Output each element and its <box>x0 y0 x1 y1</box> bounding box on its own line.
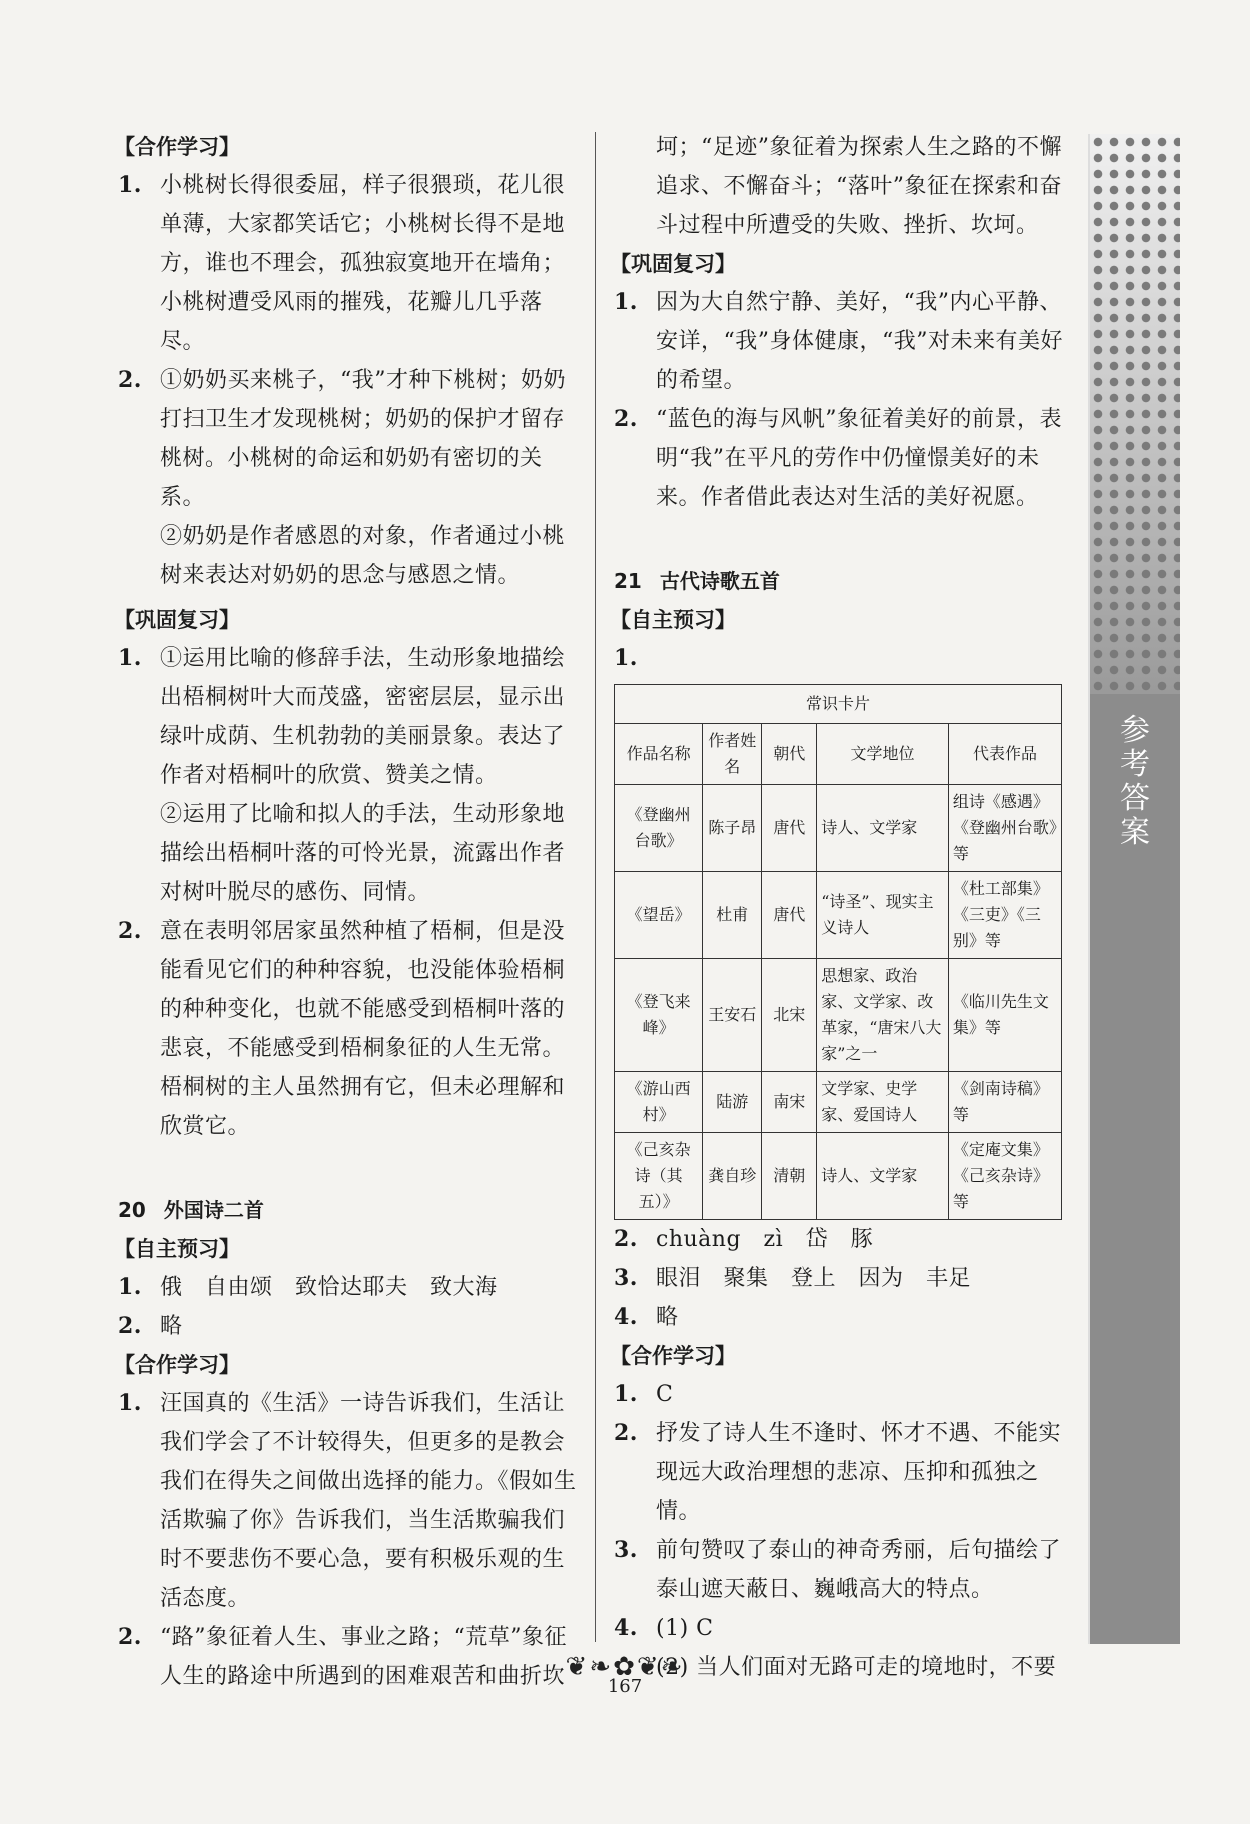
table-cell: 《临川先生文集》等 <box>948 959 1061 1072</box>
answer-text: (2) 当人们面对无路可走的境地时，不要 <box>656 1655 1057 1680</box>
answer-text: ①奶奶买来桃子，“我”才种下桃树；奶奶打扫卫生才发现桃树；奶奶的保护才留存桃树。小桃树的命运和奶奶有密切的关系。 <box>160 368 566 510</box>
answer-item <box>614 283 1072 400</box>
item-number: 1. <box>118 1390 142 1416</box>
answer-text: C <box>656 1382 674 1407</box>
item-number: 2. <box>614 406 638 432</box>
table-cell: 《杜工部集》《三吏》《三别》等 <box>948 872 1061 959</box>
table-cell: 龚自珍 <box>703 1133 762 1220</box>
table-cell: 唐代 <box>762 872 817 959</box>
answer-list <box>118 1384 580 1696</box>
table-header-cell: 文学地位 <box>817 724 949 785</box>
continued-answer <box>614 128 1072 245</box>
item-number: 1. <box>614 1381 638 1407</box>
answer-text: 眼泪 聚集 登上 因为 丰足 <box>656 1266 972 1291</box>
answer-text: 前句赞叹了泰山的神奇秀丽，后句描绘了泰山遮天蔽日、巍峨高大的特点。 <box>656 1538 1062 1602</box>
answer-text: 因为大自然宁静、美好，“我”内心平静、安详，“我”身体健康，“我”对未来有美好的希望。 <box>656 290 1063 393</box>
item-number: 2. <box>118 1624 142 1650</box>
table-cell: 《登幽州台歌》 <box>615 785 703 872</box>
answer-text: 意在表明邻居家虽然种植了梧桐，但是没能看见它们的种种容貌，也没能体验梧桐的种种变化，也就不能感受到梧桐叶落的悲哀，不能感受到梧桐象征的人生无常。梧桐树的主人虽然拥有它，但未必理解和欣赏它。 <box>160 919 566 1139</box>
halftone-decoration <box>1090 134 1180 694</box>
table-cell: 南宋 <box>762 1072 817 1133</box>
item-number: 2. <box>118 918 142 944</box>
lesson-number: 20 <box>118 1198 146 1222</box>
item-number: 1. <box>118 172 142 198</box>
answer-item <box>614 1375 1072 1414</box>
table-cell: 《定庵文集》《己亥杂诗》等 <box>948 1133 1061 1220</box>
answer-item <box>614 1414 1072 1531</box>
answer-item <box>614 1298 1072 1337</box>
item-number: 1. <box>118 1274 142 1300</box>
left-column <box>114 128 580 1696</box>
answer-item <box>118 361 580 595</box>
answer-text: 汪国真的《生活》一诗告诉我们，生活让我们学会了不计较得失，但更多的是教会我们在得失之间做出选择的能力。《假如生活欺骗了你》告诉我们，当生活欺骗我们时不要悲伤不要心急，要有积极乐观的生活态度。 <box>160 1391 577 1611</box>
lesson-title <box>614 561 1072 601</box>
answer-list <box>614 1375 1072 1687</box>
table-cell: 清朝 <box>762 1133 817 1220</box>
item-number: 3. <box>614 1265 638 1291</box>
table-row <box>615 1133 1062 1220</box>
answer-item <box>118 1384 580 1618</box>
answer-item <box>614 1220 1072 1259</box>
table-header-row <box>615 724 1062 785</box>
lesson-number: 21 <box>614 569 642 593</box>
item-number: 2. <box>614 1226 638 1252</box>
table-cell: 《登飞来峰》 <box>615 959 703 1072</box>
answer-text: ②奶奶是作者感恩的对象，作者通过小桃树来表达对奶奶的思念与感恩之情。 <box>160 524 566 588</box>
answer-text: (1) C <box>656 1616 714 1641</box>
table-cell: 思想家、政治家、文学家、改革家，“唐宋八大家”之一 <box>817 959 949 1072</box>
answer-text: “蓝色的海与风帆”象征着美好的前景，表明“我”在平凡的劳作中仍憧憬美好的未来。作者借此表达对生活的美好祝愿。 <box>656 407 1062 510</box>
side-tab-label <box>1090 714 1180 850</box>
section-heading: 【巩固复习】 <box>610 252 736 276</box>
answer-item <box>118 1268 580 1307</box>
answer-text: 略 <box>656 1305 679 1330</box>
item-number: 4. <box>614 1304 638 1330</box>
table-header-cell: 作者姓名 <box>703 724 762 785</box>
answer-key-side-tab <box>1088 134 1180 1644</box>
answer-item <box>614 400 1072 517</box>
lesson-name: 古代诗歌五首 <box>659 569 780 593</box>
answer-list <box>614 1220 1072 1337</box>
answer-list <box>118 639 580 1146</box>
answer-item <box>614 639 1072 678</box>
answer-text: 抒发了诗人生不逢时、怀才不遇、不能实现远大政治理想的悲凉、压抑和孤独之情。 <box>656 1421 1062 1524</box>
table-header-cell: 朝代 <box>762 724 817 785</box>
table-cell: 诗人、文学家 <box>817 1133 949 1220</box>
table-cell: 杜甫 <box>703 872 762 959</box>
section-heading: 【合作学习】 <box>114 135 240 159</box>
table-cell: 王安石 <box>703 959 762 1072</box>
table-caption: 常识卡片 <box>615 685 1062 724</box>
section-heading: 【自主预习】 <box>610 608 736 632</box>
lesson-title <box>118 1190 580 1230</box>
answer-text: ②运用了比喻和拟人的手法，生动形象地描绘出梧桐叶落的可怜光景，流露出作者对树叶脱尽的感伤、同情。 <box>160 802 566 905</box>
table-cell: 诗人、文学家 <box>817 785 949 872</box>
floral-ornament-icon: ❦❧✿❦❧ <box>565 1652 685 1682</box>
table-cell: “诗圣”、现实主义诗人 <box>817 872 949 959</box>
section-heading: 【合作学习】 <box>610 1344 736 1368</box>
lesson-name: 外国诗二首 <box>163 1198 264 1222</box>
knowledge-card-table <box>614 684 1062 1220</box>
right-column <box>610 128 1072 1687</box>
section-heading: 【合作学习】 <box>114 1353 240 1377</box>
item-number: 2. <box>118 1313 142 1339</box>
table-row <box>615 1072 1062 1133</box>
answer-text: ①运用比喻的修辞手法，生动形象地描绘出梧桐树叶大而茂盛，密密层层，显示出绿叶成荫、生机勃勃的美丽景象。表达了作者对梧桐叶的欣赏、赞美之情。 <box>160 646 566 788</box>
side-tab-char: 考 <box>1120 747 1150 782</box>
answer-text: 略 <box>160 1314 183 1339</box>
table-cell: 唐代 <box>762 785 817 872</box>
table-cell: 《剑南诗稿》等 <box>948 1072 1061 1133</box>
answer-text: chuàng zì 岱 豚 <box>656 1227 874 1252</box>
answer-text: “路”象征着人生、事业之路；“荒草”象征人生的路途中所遇到的困难艰苦和曲折坎 <box>160 1625 567 1689</box>
answer-list <box>118 1268 580 1346</box>
answer-text: 小桃树长得很委屈，样子很猥琐，花儿很单薄，大家都笑话它；小桃树长得不是地方，谁也不理会，孤独寂寞地开在墙角；小桃树遭受风雨的摧残，花瓣儿几乎落尽。 <box>160 173 566 354</box>
page-footer <box>0 1652 1250 1697</box>
side-tab-char: 答 <box>1120 781 1150 816</box>
answer-text: 坷；“足迹”象征着为探索人生之路的不懈追求、不懈奋斗；“落叶”象征在探索和奋斗过程中所遭受的失败、挫折、坎坷。 <box>656 135 1062 238</box>
table-cell: 《游山西村》 <box>615 1072 703 1133</box>
table-header-cell: 代表作品 <box>948 724 1061 785</box>
table-cell: 组诗《感遇》《登幽州台歌》等 <box>948 785 1061 872</box>
page-number: 167 <box>607 1676 643 1697</box>
answer-item <box>614 1531 1072 1609</box>
table-cell: 《望岳》 <box>615 872 703 959</box>
section-heading: 【巩固复习】 <box>114 608 240 632</box>
table-cell: 北宋 <box>762 959 817 1072</box>
section-heading: 【自主预习】 <box>114 1237 240 1261</box>
answer-item <box>118 1307 580 1346</box>
answer-item <box>118 912 580 1146</box>
table-row <box>615 872 1062 959</box>
answer-item <box>118 166 580 361</box>
side-tab-char: 参 <box>1120 713 1150 748</box>
table-cell: 陈子昂 <box>703 785 762 872</box>
item-number: 2. <box>118 367 142 393</box>
answer-list <box>118 166 580 595</box>
answer-list <box>614 283 1072 517</box>
item-number: 3. <box>614 1537 638 1563</box>
answer-text: 俄 自由颂 致恰达耶夫 致大海 <box>160 1275 498 1300</box>
item-number: 1. <box>118 645 142 671</box>
item-number: 1. <box>614 645 638 671</box>
item-number: 4. <box>614 1615 638 1641</box>
table-row <box>615 959 1062 1072</box>
table-cell: 陆游 <box>703 1072 762 1133</box>
table-cell: 《己亥杂诗（其五）》 <box>615 1133 703 1220</box>
table-cell: 文学家、史学家、爱国诗人 <box>817 1072 949 1133</box>
table-row <box>615 785 1062 872</box>
answer-item <box>614 1259 1072 1298</box>
answer-item <box>118 639 580 912</box>
item-number: 2. <box>614 1420 638 1446</box>
item-number: 1. <box>614 289 638 315</box>
table-header-cell: 作品名称 <box>615 724 703 785</box>
column-divider <box>595 132 596 1642</box>
side-tab-char: 案 <box>1120 815 1150 850</box>
